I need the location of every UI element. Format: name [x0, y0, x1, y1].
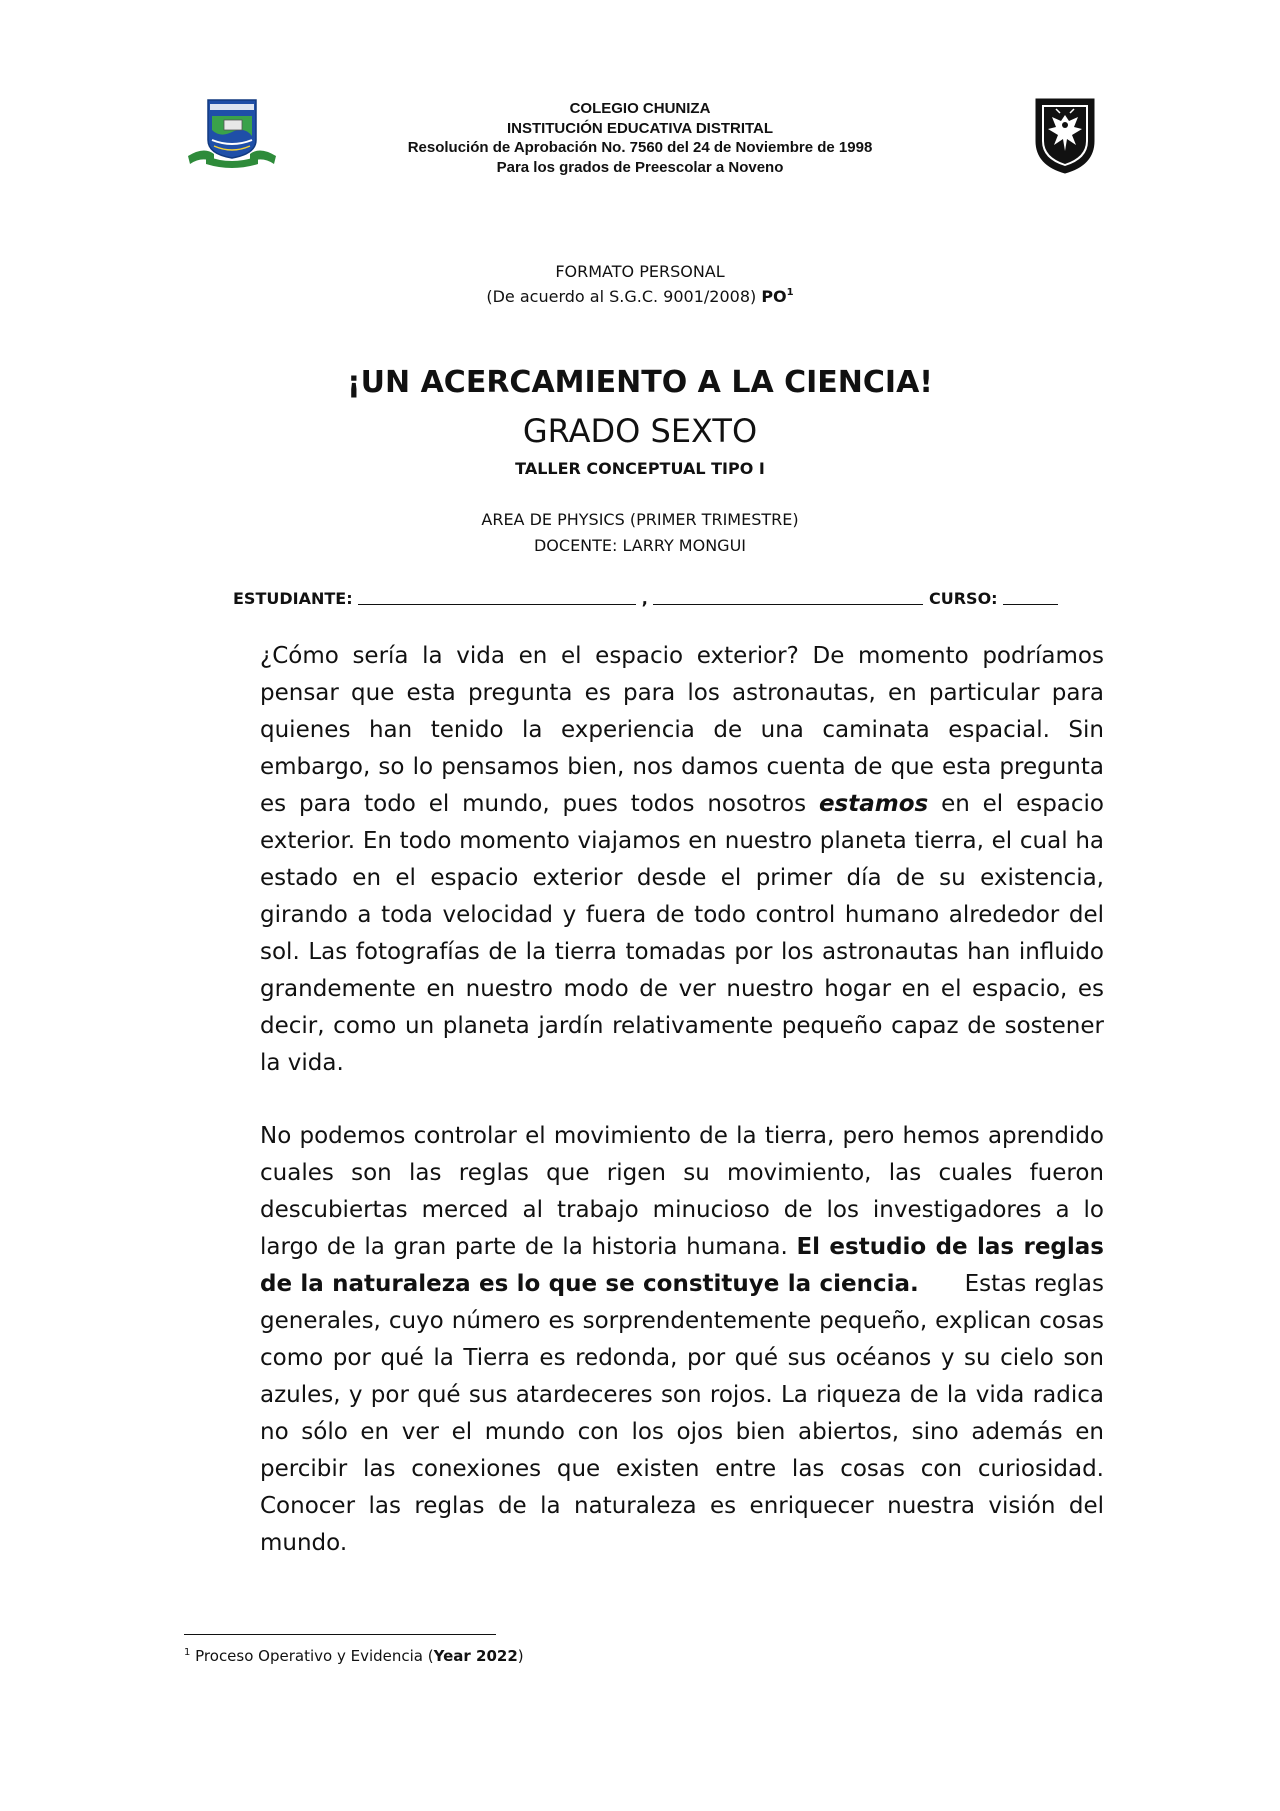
institution-type: INSTITUCIÓN EDUCATIVA DISTRITAL [506, 119, 774, 137]
page-title: ¡UN ACERCAMIENTO A LA CIENCIA! [347, 365, 933, 400]
course-info [340, 507, 940, 559]
grade-title: GRADO SEXTO [522, 412, 758, 450]
footnote-divider [184, 1634, 496, 1635]
institution-header [330, 99, 950, 177]
paragraph-1-part-a: ¿Cómo sería la vida en el espacio exterior? De momento podríamos pensar que esta pregunta es para los astronautas, en particular para quienes han tenido la experiencia de una caminata espacial. Sin embargo, so lo pensamos bien, nos damos cuenta de que esta pregunta es para todo el mundo, pues todos nosotros [260, 643, 1104, 817]
paragraph-2-part-a: No podemos controlar el movimiento de la tierra, pero hemos aprendido cuales son las reglas que rigen su movimiento, las cuales fueron descubiertas merced al trabajo minucioso de los investigadores a lo largo de la gran parte de la historia humana. [260, 1123, 1104, 1260]
school-crest-icon [184, 96, 280, 168]
name-separator: , [641, 589, 648, 608]
science-definition: El estudio de las reglas de la naturaleza es lo que se constituye la ciencia. [260, 1234, 1104, 1297]
grades-offered: Para los grados de Preescolar a Noveno [496, 158, 784, 176]
student-label: ESTUDIANTE: [233, 589, 353, 608]
paragraph-1-part-b: en el espacio exterior. En todo momento viajamos en nuestro planeta tierra, el cual ha estado en el espacio exterior desde el primer día de su existencia, girando a toda velocidad y fuera de todo control humano alrededor del sol. Las fotografías de la tierra tomadas por los astronautas han influido grandemente en nuestro modo de ver nuestro hogar en el espacio, es decir, como un planeta jardín relativamente pequeño capaz de sostener la vida. [260, 791, 1105, 1076]
format-standard-text: (De acuerdo al S.G.C. 9001/2008) [486, 287, 762, 306]
student-lastname-blank[interactable] [358, 590, 636, 605]
emphasis-estamos: estamos [818, 791, 929, 817]
format-standard [390, 284, 890, 309]
school-name: COLEGIO CHUNIZA [569, 100, 711, 117]
student-line [233, 588, 1063, 610]
footnote-ref: 1 [786, 287, 794, 298]
course-blank[interactable] [1003, 590, 1058, 605]
footnote-text: Proceso Operativo y Evidencia ( [190, 1647, 434, 1665]
footnote-number: 1 [184, 1647, 191, 1658]
paragraph-2-part-b: Estas reglas generales, cuyo número es sorprendentemente pequeño, explican cosas como por qué la Tierra es redonda, por qué sus océanos y su cielo son azules, y por qué sus atardeceres son rojos. La riqueza de la vida radica no sólo en ver el mundo con los ojos bien abiertos, sino además en percibir las conexiones que existen entre las cosas con curiosidad. Conocer las reglas de la naturaleza es enriquecer nuestra visión del mundo. [260, 1271, 1112, 1556]
paragraph-1 [260, 638, 1104, 1082]
workshop-type: TALLER CONCEPTUAL TIPO I [515, 459, 765, 478]
bogota-eagle-shield-icon [1030, 95, 1100, 175]
footnote [184, 1646, 984, 1666]
course-label: CURSO: [929, 589, 998, 608]
paragraph-2 [260, 1118, 1112, 1562]
approval-resolution: Resolución de Aprobación No. 7560 del 24 de Noviembre de 1998 [407, 139, 873, 156]
footnote-close: ) [517, 1647, 524, 1665]
teacher-name: DOCENTE: LARRY MONGUI [533, 536, 746, 555]
student-firstname-blank[interactable] [653, 590, 923, 605]
format-title: FORMATO PERSONAL [555, 262, 725, 281]
format-po: PO [761, 287, 787, 306]
footnote-year: Year 2022 [433, 1647, 518, 1665]
format-block [390, 259, 890, 309]
subject-area: AREA DE PHYSICS (PRIMER TRIMESTRE) [481, 510, 799, 529]
